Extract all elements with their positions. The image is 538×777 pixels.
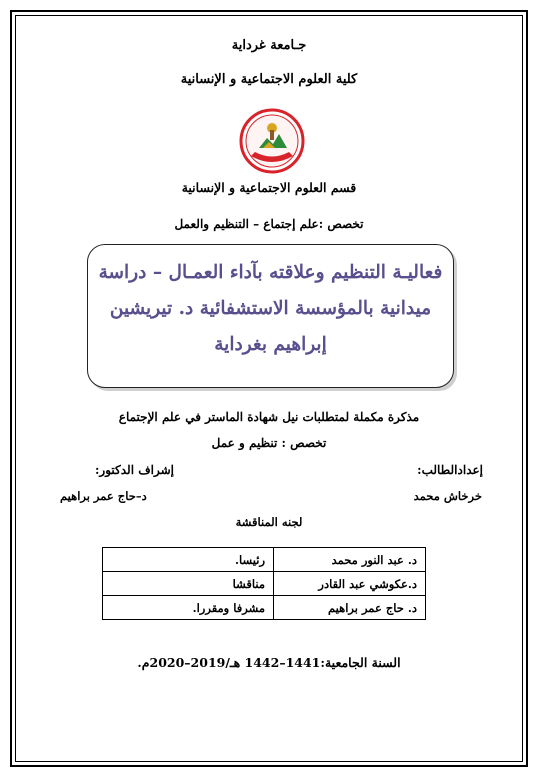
committee-member-name: د. حاج عمر براهيم <box>274 596 426 620</box>
committee-table <box>102 547 426 620</box>
memo-statement: مذكرة مكملة لمتطلبات نيل شهادة الماستر في علم الإجتماع <box>118 410 420 424</box>
specialization-line: تخصص : تنظيم و عمل <box>211 436 327 450</box>
thesis-title-box <box>87 244 454 388</box>
committee-member-role: مناقشا <box>103 572 274 596</box>
thesis-title: فعاليـة التنظيم وعلاقته بآداء العمـال – دراسة ميدانية بالمؤسسة الاستشفائية د. تيريشين إبراهيم بغرداية <box>98 262 443 355</box>
supervisor-name: د–حاج عمر براهيم <box>60 489 147 503</box>
specialization-header: تخصص :علم إجتماع – التنظيم والعمل <box>174 217 364 231</box>
table-row <box>103 596 426 620</box>
table-row <box>103 548 426 572</box>
department-name: قسم العلوم الاجتماعية و الإنسانية <box>181 180 357 195</box>
faculty-name: كلية العلوم الاجتماعية و الإنسانية <box>180 72 358 87</box>
prepared-by-label: إعدادالطالب: <box>417 463 483 477</box>
committee-member-role: رئيسا. <box>103 548 274 572</box>
university-seal-icon <box>239 108 305 174</box>
university-name: جـامعة غرداية <box>231 38 307 53</box>
committee-member-name: د.عكوشي عبد القادر <box>274 572 426 596</box>
committee-label: لجنه المناقشة <box>235 515 303 529</box>
academic-year: السنة الجامعية:1441–1442 هـ/2019–2020م. <box>137 655 401 670</box>
supervision-label: إشراف الدكتور: <box>95 463 175 477</box>
committee-member-role: مشرفا ومقررا. <box>103 596 274 620</box>
committee-member-name: د. عبد النور محمد <box>274 548 426 572</box>
student-name: خرخاش محمد <box>413 489 482 503</box>
table-row <box>103 572 426 596</box>
